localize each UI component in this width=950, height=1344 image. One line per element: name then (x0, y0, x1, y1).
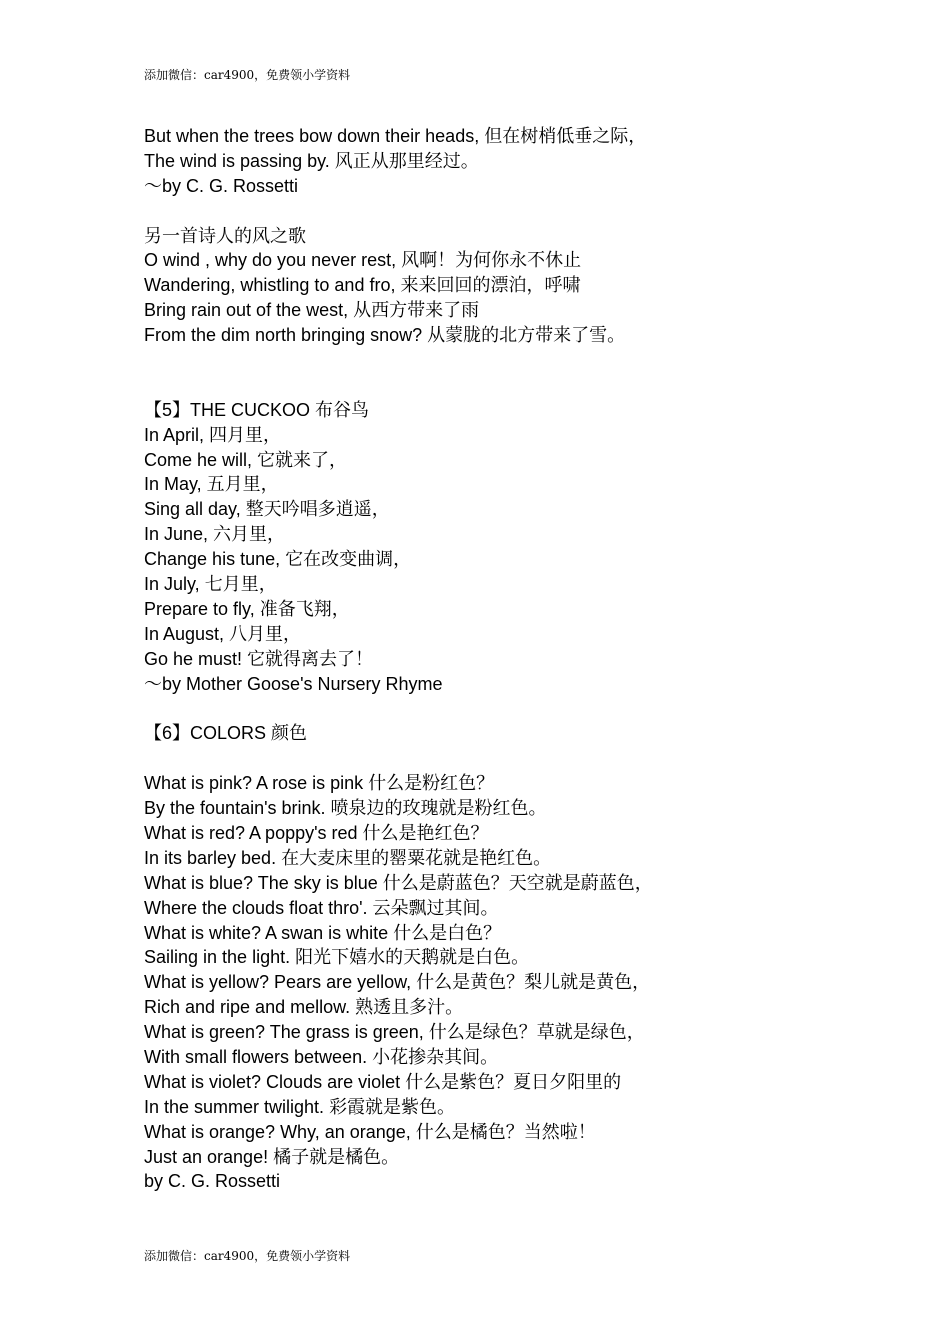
text-line: In April, 四月里， (144, 424, 282, 445)
text-line: Wandering, whistling to and fro, 来来回回的漂泊，呼啸 (144, 275, 581, 296)
author-line: ～by Mother Goose's Nursery Rhyme (144, 673, 443, 694)
text-line: Rich and ripe and mellow. 熟透且多汁。 (144, 997, 464, 1018)
section-heading: 【5】THE CUCKOO 布谷鸟 (144, 399, 370, 420)
page-header: 添加微信：car4900，免费领小学资料 (144, 68, 351, 82)
text-line: In May, 五月里， (144, 474, 279, 495)
text-line: What is white? A swan is white 什么是白色？ (144, 922, 502, 943)
text-line: In July, 七月里， (144, 574, 277, 595)
blank-line (144, 199, 904, 224)
text-line: Just an orange! 橘子就是橘色。 (144, 1146, 400, 1167)
text-line: With small flowers between. 小花掺杂其间。 (144, 1046, 499, 1067)
text-line: Prepare to fly, 准备飞翔， (144, 598, 350, 619)
text-line: But when the trees bow down their heads, 但在树梢低垂之际， (144, 126, 647, 146)
blank-line (144, 696, 904, 721)
blank-line (144, 746, 904, 771)
page-footer: 添加微信：car4900，免费领小学资料 (144, 1249, 351, 1263)
text-line: What is green? The grass is green, 什么是绿色？草就是绿色， (144, 1022, 645, 1043)
text-line: Sailing in the light. 阳光下嬉水的天鹅就是白色。 (144, 947, 530, 968)
text-line: Where the clouds float thro'. 云朵飘过其间。 (144, 897, 499, 918)
text-line: The wind is passing by. 风正从那里经过。 (144, 150, 479, 171)
text-line: What is violet? Clouds are violet 什么是紫色？夏日夕阳里的 (144, 1071, 622, 1092)
text-line: In the summer twilight. 彩霞就是紫色。 (144, 1096, 456, 1117)
text-line: Sing all day, 整天吟唱多逍遥， (144, 499, 390, 520)
text-line: In August, 八月里， (144, 623, 302, 644)
blank-line (144, 348, 904, 373)
author-line: by C. G. Rossetti (144, 1171, 281, 1192)
text-line: Bring rain out of the west, 从西方带来了雨 (144, 300, 480, 321)
text-line: Come he will, 它就来了， (144, 449, 348, 470)
section-heading: 【6】COLORS 颜色 (144, 723, 308, 744)
text-line: What is pink? A rose is pink 什么是粉红色？ (144, 773, 495, 794)
text-line: Change his tune, 它在改变曲调， (144, 549, 412, 570)
text-line: From the dim north bringing snow? 从蒙胧的北方带来了雪。 (144, 325, 626, 346)
text-line: In June, 六月里， (144, 524, 286, 545)
section-heading: 另一首诗人的风之歌 (144, 225, 306, 246)
blank-line (144, 373, 904, 398)
text-line: What is blue? The sky is blue 什么是蔚蓝色？天空就是蔚蓝色， (144, 872, 653, 893)
author-line: ～by C. G. Rossetti (144, 175, 299, 196)
document-body (144, 124, 904, 1194)
text-line: What is orange? Why, an orange, 什么是橘色？当然啦！ (144, 1121, 596, 1142)
text-line: What is red? A poppy's red 什么是艳红色？ (144, 822, 489, 843)
text-line: By the fountain's brink. 喷泉边的玫瑰就是粉红色。 (144, 798, 547, 819)
text-line: In its barley bed. 在大麦床里的罂粟花就是艳红色。 (144, 847, 552, 868)
text-line: What is yellow? Pears are yellow, 什么是黄色？梨儿就是黄色， (144, 972, 651, 993)
text-line: Go he must! 它就得离去了！ (144, 648, 374, 669)
text-line: O wind , why do you never rest, 风啊！为何你永不休止 (144, 250, 582, 271)
